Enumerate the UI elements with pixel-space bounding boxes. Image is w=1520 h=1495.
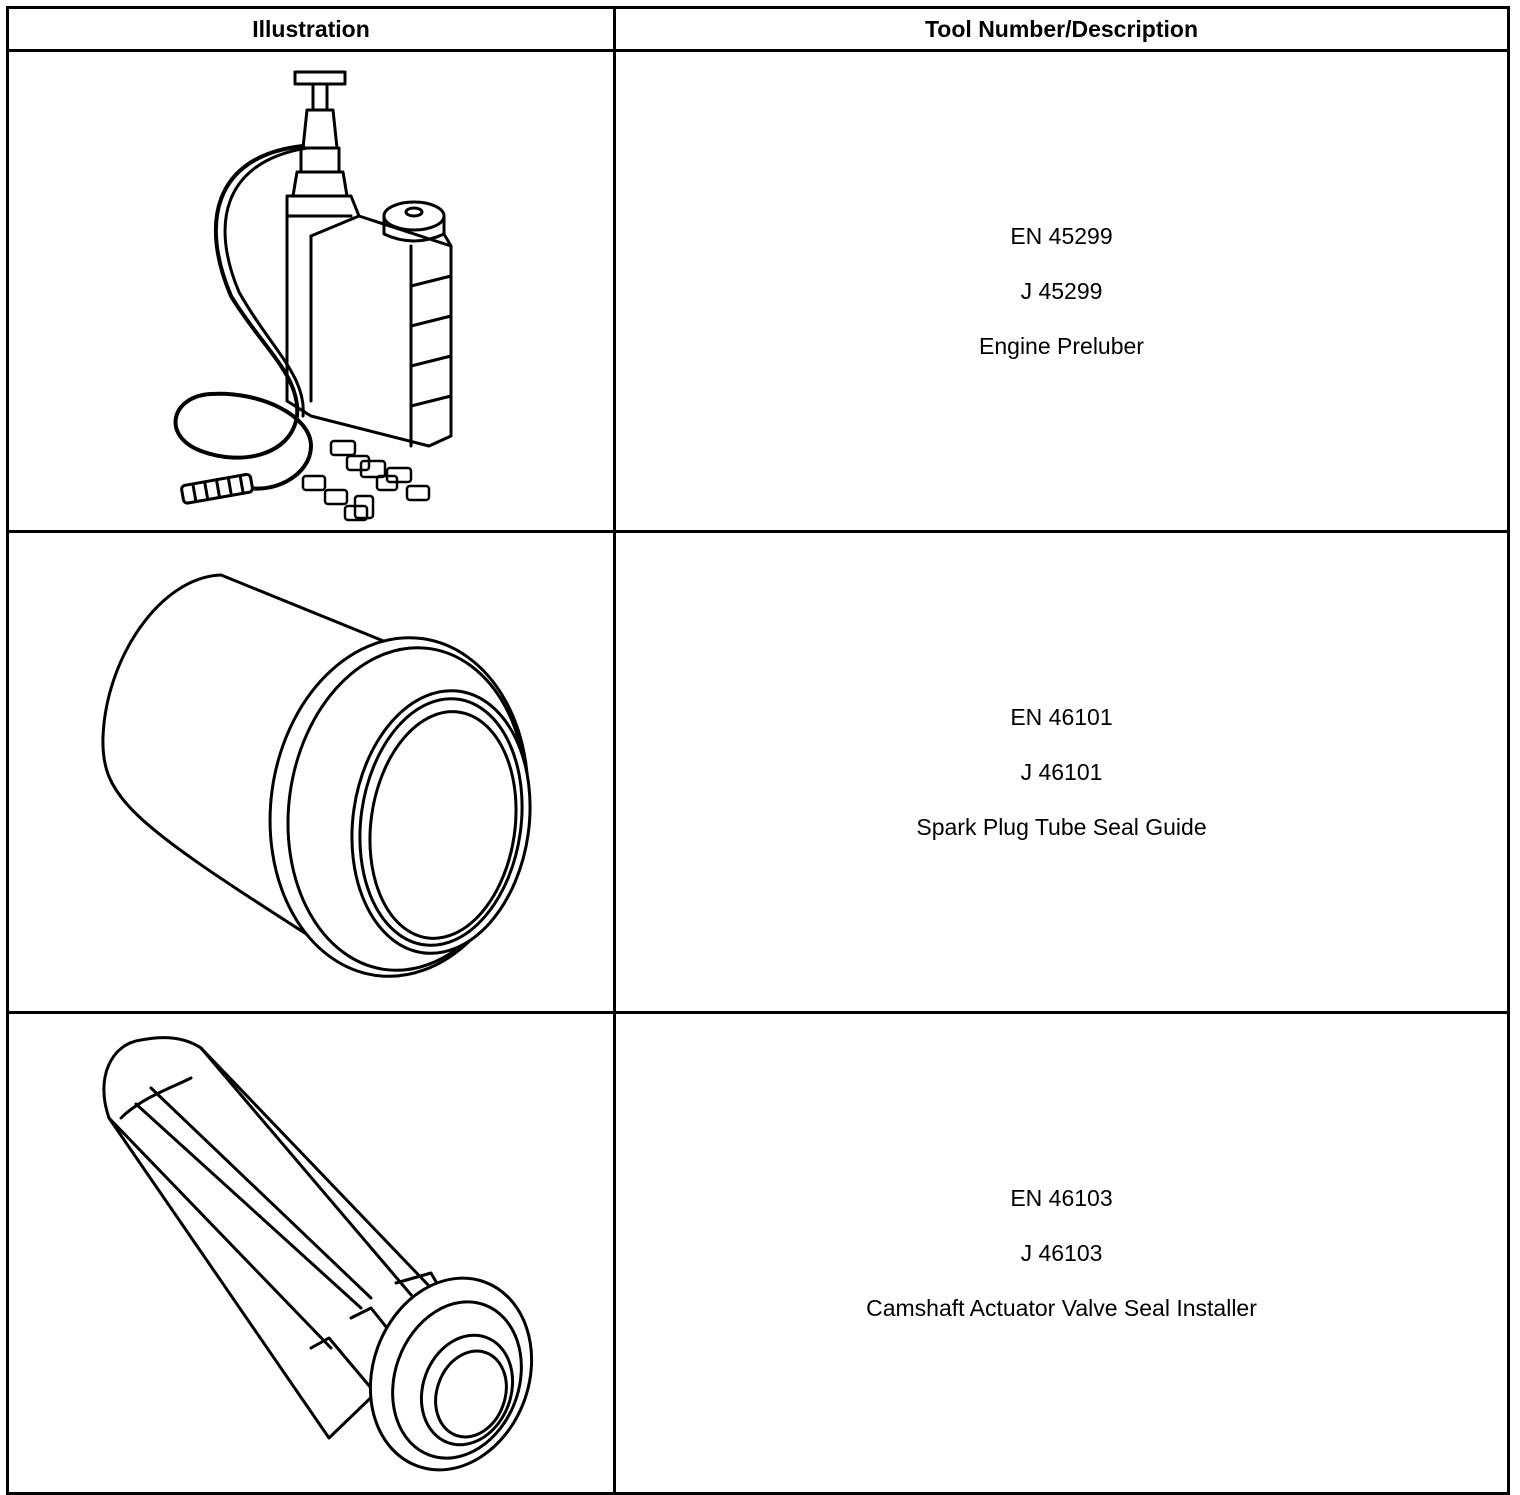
illustration-cell — [8, 51, 615, 532]
camshaft-actuator-valve-seal-installer-illustration — [11, 1018, 611, 1488]
header-tool-number-description: Tool Number/Description — [615, 8, 1509, 51]
en-tool-number: EN 46103 — [1010, 1184, 1113, 1211]
header-illustration: Illustration — [8, 8, 615, 51]
table-row — [8, 532, 1509, 1013]
spark-plug-tube-seal-guide-illustration — [11, 537, 611, 1007]
tool-description: Camshaft Actuator Valve Seal Installer — [866, 1294, 1257, 1321]
description-cell — [615, 1013, 1509, 1494]
en-tool-number: EN 46101 — [1010, 703, 1113, 730]
engine-preluber-illustration — [11, 56, 611, 526]
header-row — [8, 8, 1509, 51]
table-row — [8, 1013, 1509, 1494]
illustration-cell — [8, 532, 615, 1013]
tool-description: Spark Plug Tube Seal Guide — [916, 813, 1207, 840]
j-tool-number: J 46103 — [1020, 1239, 1103, 1266]
j-tool-number: J 45299 — [1020, 277, 1103, 304]
description-cell — [615, 51, 1509, 532]
en-tool-number: EN 45299 — [1010, 222, 1113, 249]
j-tool-number: J 46101 — [1020, 758, 1103, 785]
description-cell — [615, 532, 1509, 1013]
tool-table — [6, 6, 1510, 1495]
table-row — [8, 51, 1509, 532]
tool-description: Engine Preluber — [979, 332, 1144, 359]
illustration-cell — [8, 1013, 615, 1494]
